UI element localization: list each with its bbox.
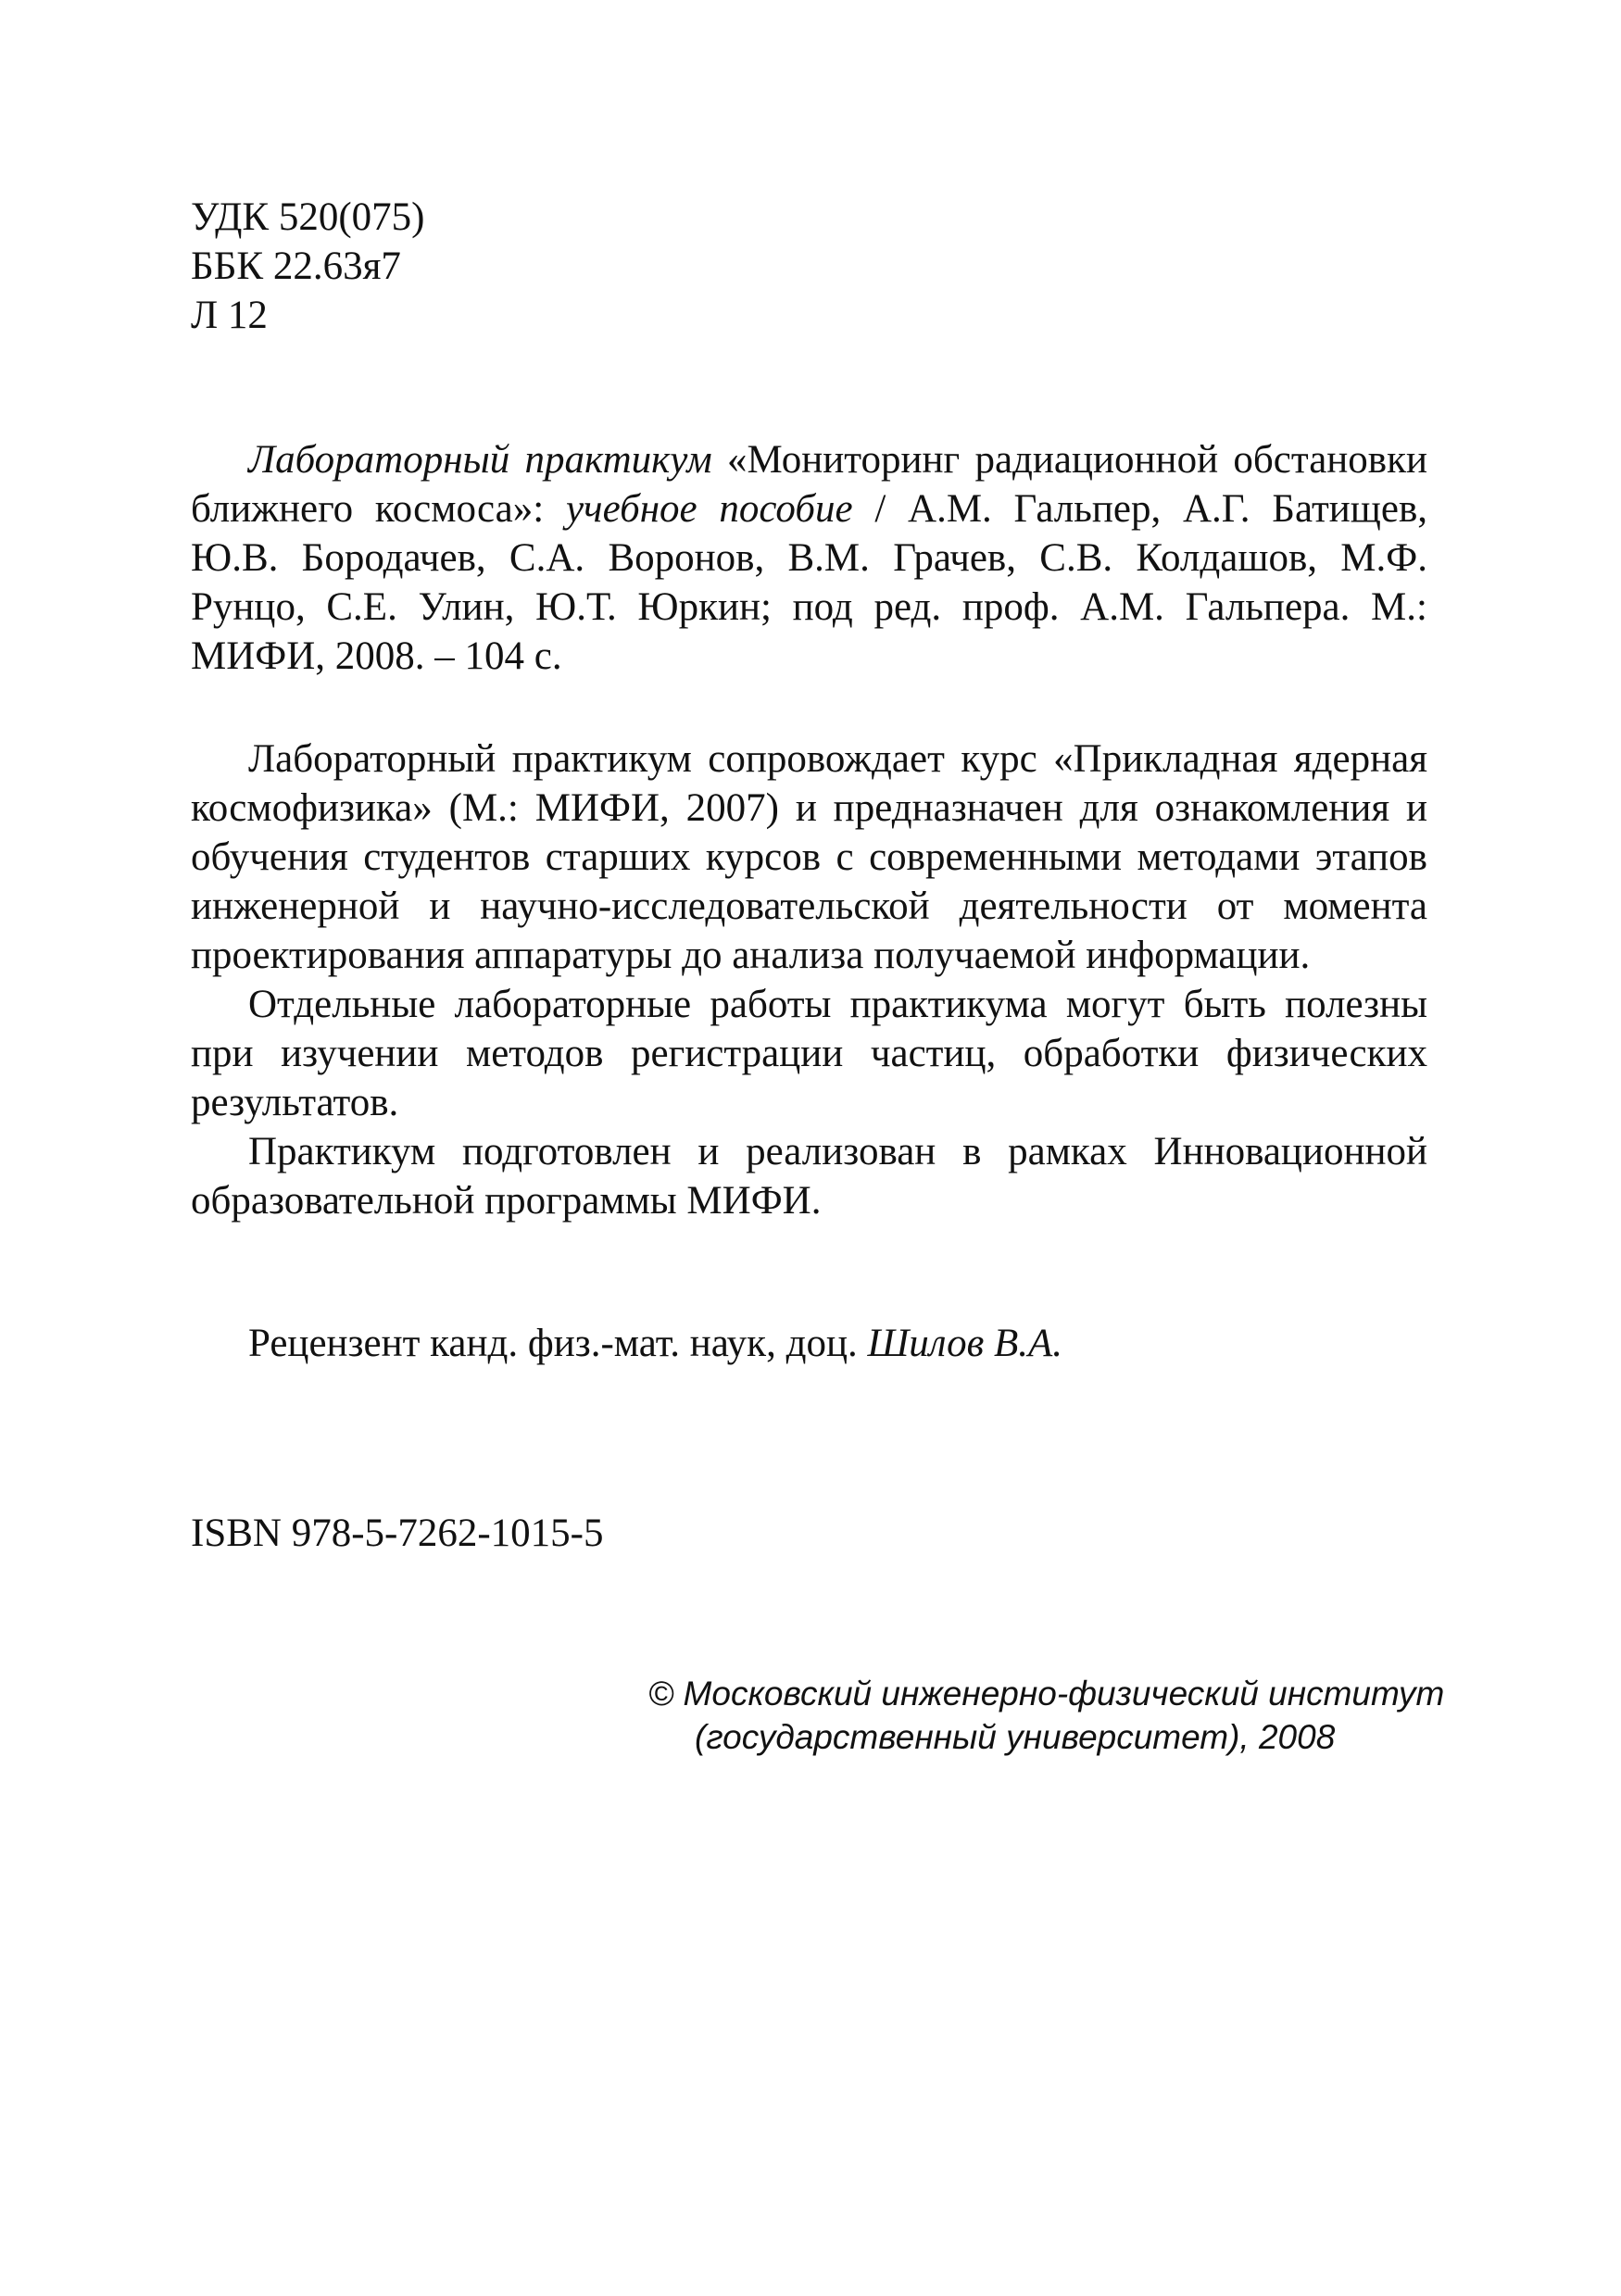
- library-classifiers: [191, 193, 425, 340]
- annotation-paragraph: Практикум подготовлен и реализован в рамках Инновационной образовательной программы МИФИ.: [191, 1130, 1427, 1223]
- annotation: [191, 734, 1427, 1225]
- annotation-paragraph: Лабораторный практикум сопровождает курс «Прикладная ядерная космофизика» (М.: МИФИ, 2007) и предназначен для ознакомления и обучения студентов старших курсов с современными методами этапов инженерной и научно-исследовательской деятельности от момента проектирования аппаратуры до анализа получаемой информации.: [191, 737, 1427, 977]
- citation-title-italic: Лабораторный практикум: [248, 438, 712, 482]
- copyright-notice: [648, 1672, 1444, 1759]
- reviewer-name: Шилов В.А.: [867, 1322, 1063, 1365]
- copyright-line-2: (государственный университет), 2008: [695, 1718, 1336, 1756]
- citation-title: «Мониторинг радиационной обстановки ближнего космоса»:: [191, 438, 1427, 531]
- reviewer-line: [191, 1319, 1427, 1368]
- copyright-icon: ©: [648, 1675, 674, 1713]
- citation-kind: учебное пособие: [565, 487, 853, 531]
- annotation-paragraph: Отдельные лабораторные работы практикума могут быть полезны при изучении методов регистрации частиц, обработки физических результатов.: [191, 983, 1427, 1124]
- citation-authors: / А.М. Гальпер, А.Г. Батищев, Ю.В. Бородачев, С.А. Воронов, В.М. Грачев, С.В. Колдашов, М.Ф. Рунцо, С.Е. Улин, Ю.Т. Юркин; под ред. проф. А.М. Гальпера. М.: МИФИ, 2008. – 104 с.: [191, 487, 1428, 678]
- isbn: ISBN 978-5-7262-1015-5: [191, 1512, 604, 1555]
- reviewer-label: Рецензент канд. физ.-мат. наук, доц.: [248, 1322, 858, 1365]
- author-mark: Л 12: [191, 294, 268, 337]
- udk-code: УДК 520(075): [191, 195, 425, 239]
- copyright-line-1: Московский инженерно-физический институт: [683, 1675, 1445, 1713]
- bbk-code: ББК 22.63я7: [191, 245, 401, 288]
- bibliographic-citation: [191, 435, 1427, 681]
